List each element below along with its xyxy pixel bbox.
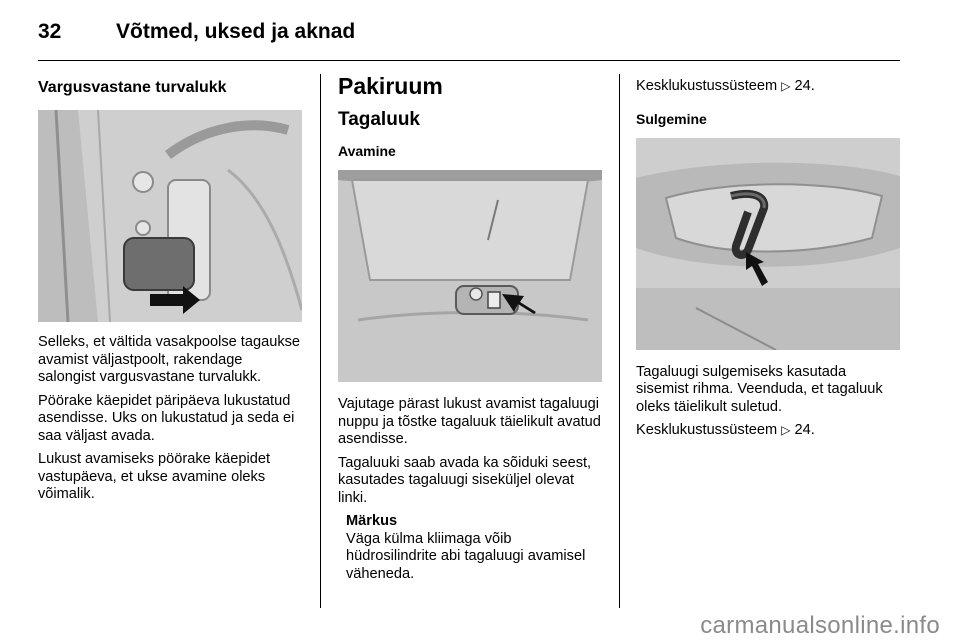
column-divider-left [320,74,321,608]
paragraph: Selleks, et vältida vasakpoolse tagaukse avamist väljastpoolt, rakendage salongist vargusvastane turvalukk. [38,334,301,385]
paragraph: Lukust avamiseks pöörake käepidet vastupäeva, et ukse avamine oleks võimalik. [38,451,271,502]
ref-page: 24. [794,78,815,94]
right-column [636,72,902,440]
page-reference-triangle-icon: ▷ [781,79,791,93]
section-heading-anti-theft-lock: Vargusvastane turvalukk [38,79,227,96]
ref-page: 24. [794,422,815,438]
ref-text: Kesklukustussüsteem [636,78,778,94]
subheading-closing: Sulgemine [636,110,707,127]
note-title: Märkus [346,513,398,529]
middle-column [338,72,604,583]
paragraph: Vajutage pärast lukust avamist tagaluugi nuppu ja tõstke tagaluuk täielikult avatud asendisse. [338,396,601,447]
watermark: carmanualsonline.info [700,612,940,639]
note-text: Väga külma kliimaga võib hüdrosilindrite abi tagaluugi avamisel väheneda. [346,530,586,582]
anti-theft-lock-text [38,334,304,504]
page-reference-triangle-icon: ▷ [781,423,791,437]
ref-text: Kesklukustussüsteem [636,422,778,438]
column-divider-right [619,74,620,608]
cross-reference-central-locking [636,78,902,96]
tailgate-closing-text [636,364,902,440]
page-number: 32 [38,20,62,43]
child-lock-illustration [38,110,302,322]
page-header [38,14,900,54]
paragraph: Tagaluugi sulgemiseks kasutada sisemist rihma. Veenduda, et tagaluuk oleks täielikult suletud. [636,363,883,415]
chapter-title: Võtmed, uksed ja aknad [116,20,356,43]
cross-reference-central-locking [636,422,902,440]
header-rule [38,60,900,61]
paragraph: Pöörake käepidet päripäeva lukustatud asendisse. Uks on lukustatud ja seda ei saa väljast avada. [38,392,295,444]
section-title-trunk: Pakiruum [338,73,443,99]
tailgate-opening-illustration [338,170,602,382]
tailgate-opening-text [338,396,604,507]
left-column [38,72,304,504]
subheading-opening: Avamine [338,143,396,159]
tailgate-closing-strap-illustration [636,138,900,350]
paragraph: Tagaluuki saab avada ka sõiduki seest, kasutades tagaluugi siseküljel olevat linki. [338,454,592,506]
subsection-title-tailgate: Tagaluuk [338,109,420,130]
note-box [346,513,604,583]
